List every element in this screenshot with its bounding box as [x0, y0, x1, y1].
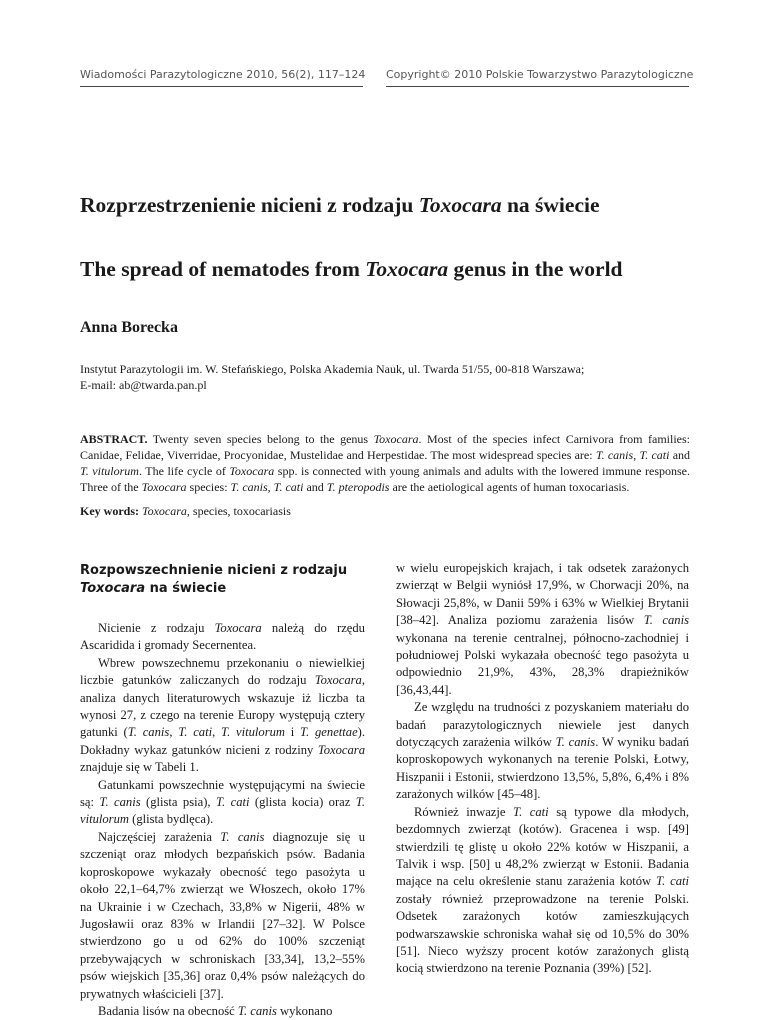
- keywords-text: Toxocara, species, toxocariasis: [142, 504, 291, 518]
- section-heading: [80, 562, 365, 598]
- author-name: Anna Borecka: [80, 319, 178, 336]
- column-left: [80, 560, 365, 1020]
- keywords-label: Key words:: [80, 504, 139, 518]
- title-en-pre: The spread of nematodes from: [80, 257, 366, 281]
- title-english: [80, 256, 700, 282]
- header-rule-left: [80, 86, 363, 87]
- paragraph: Ze względu na trudności z pozyskaniem materiału do badań parazytologicznych niewiele jest danych dotyczących zarażenia wilków T. canis. W wyniku badań koproskopowych wykonanych na terenie Polski, Łotwy, Hiszpanii i Estonii, stwierdzono 13,5%, 5,8%, 6,4% i 8% zarażonych wilków [45–48].: [396, 700, 689, 802]
- copyright-notice: Copyright© 2010 Polskie Towarzystwo Parazytologiczne: [386, 68, 694, 81]
- affiliation-email: E-mail: ab@twarda.pan.pl: [80, 378, 207, 392]
- title-en-post: genus in the world: [448, 257, 623, 281]
- title-pl-pre: Rozprzestrzenienie nicieni z rodzaju: [80, 193, 419, 217]
- title-pl-post: na świecie: [501, 193, 600, 217]
- column-right: [396, 560, 689, 978]
- abstract: [80, 431, 690, 495]
- abstract-text: Twenty seven species belong to the genus Toxocara. Most of the species infect Carnivora from families: Canidae, Felidae, Viverridae, Procyonidae, Mustelidae and Herpestidae. The most widespread species are: T. canis, T. cati and T. vitulorum. The life cycle of Toxocara spp. is connected with young animals and adults with the lowered immune response. Three of the Toxocara species: T. canis, T. cati and T. pteropodis are the aetiological agents of human toxocariasis.: [80, 432, 691, 494]
- paragraph: Gatunkami powszechnie występującymi na świecie są: T. canis (glista psia), T. cati (glista kocia) oraz T. vitulorum (glista bydlęca).: [80, 777, 365, 827]
- paragraph: Badania lisów na obecność T. canis wykonano: [98, 1003, 333, 1018]
- section-heading-line2: Toxocara na świecie: [80, 581, 227, 596]
- affiliation-address: Instytut Parazytologii im. W. Stefańskiego, Polska Akademia Nauk, ul. Twarda 51/55, 00-818 Warszawa;: [80, 362, 585, 376]
- journal-citation: Wiadomości Parazytologiczne 2010, 56(2), 117–124: [80, 68, 366, 81]
- abstract-label: ABSTRACT.: [80, 432, 148, 446]
- paragraph: w wielu europejskich krajach, i tak odsetek zarażonych zwierząt w Belgii wyniósł 17,9%, w Chorwacji 20%, na Słowacji 25,8%, w Danii 59% i 63% w Wielkiej Brytanii [38–42]. Analiza poziomu zarażenia lisów T. canis wykonana na terenie centralnej, północno-zachodniej i południowej Polski wykazała obecność tego pasożyta u odpowiednio 21,9%, 43%, 28,3% drapieżników [36,43,44].: [396, 561, 689, 697]
- section-heading-line1: Rozpowszechnienie nicieni z rodzaju: [80, 563, 348, 578]
- title-pl-genus: Toxocara: [418, 193, 502, 217]
- header-rule-right: [386, 86, 689, 87]
- title-en-genus: Toxocara: [365, 257, 449, 281]
- paragraph: Najczęściej zarażenia T. canis diagnozuje się u szczeniąt oraz młodych bezpańskich psów. Badania koproskopowe wykazały obecność tego pasożyta u około 22,1–64,7% zwierząt we Włoszech, około 17% na Ukrainie i w Czechach, 33,8% w Nigerii, 48% w Jugosławii oraz 83% w Irlandii [27–32]. W Polsce stwierdzono go u od 62% do 100% szczeniąt przebywających w schroniskach [33,34], 13,2–55% psów wiejskich [35,36] oraz 0,4% psów należących do prywatnych właścicieli [37].: [80, 829, 366, 1001]
- affiliation: [80, 361, 700, 393]
- title-polish: [80, 192, 700, 218]
- keywords: [80, 503, 690, 519]
- paragraph: Nicienie z rodzaju Toxocara należą do rzędu Ascaridida i gromady Secernentea.: [80, 621, 365, 653]
- paragraph: Wbrew powszechnemu przekonaniu o niewielkiej liczbie gatunków zaliczanych do rodzaju Toxocara, analiza danych literaturowych wskazuje iż liczba ta wynosi 27, z czego na terenie Europy występują cztery gatunki (T. canis, T. cati, T. vitulorum i T. genettae). Dokładny wykaz gatunków nicieni z rodziny Toxocara znajduje się w Tabeli 1.: [80, 655, 366, 775]
- paragraph: Również inwazje T. cati są typowe dla młodych, bezdomnych zwierząt (kotów). Gracenea i wsp. [49] stwierdzili tę glistę u około 22% kotów w Hiszpanii, a Talvik i wsp. [50] u 48,2% zwierząt w Estonii. Badania mające na celu określenie stanu zarażenia kotów T. cati zostały również przeprowadzone na terenie Polski. Odsetek zarażonych kotów zamieszkujących podwarszawskie schroniska wahał się od 10,5% do 30% [51]. Nieco wyższy procent kotów zarażonych glistą kocią stwierdzono na terenie Poznania (39%) [52].: [396, 804, 689, 976]
